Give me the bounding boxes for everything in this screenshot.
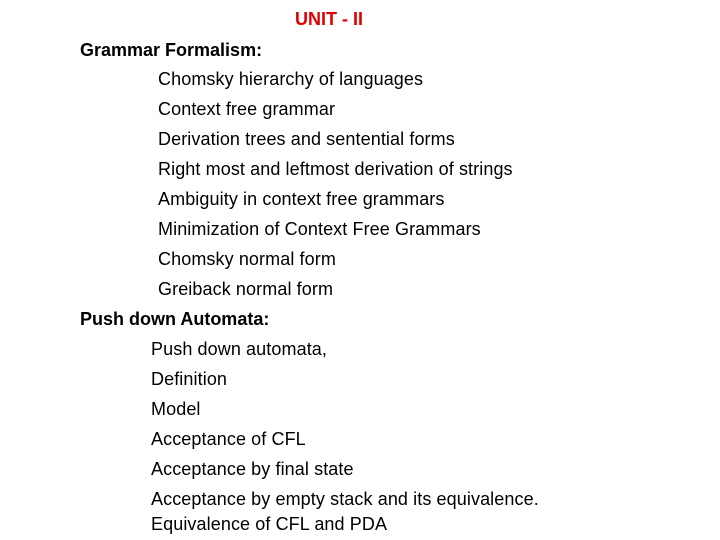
topic-equivalence-cfl-pda: Equivalence of CFL and PDA bbox=[151, 514, 388, 534]
topic-greiback-normal-form: Greiback normal form bbox=[158, 279, 334, 299]
topic-model: Model bbox=[151, 399, 201, 419]
topic-acceptance-empty-stack: Acceptance by empty stack and its equivalence. bbox=[151, 489, 539, 509]
topic-acceptance-final-state: Acceptance by final state bbox=[151, 459, 354, 479]
topic-right-left-derivation: Right most and leftmost derivation of strings bbox=[158, 159, 513, 179]
topic-ambiguity: Ambiguity in context free grammars bbox=[158, 189, 445, 209]
section-heading-push-down-automata: Push down Automata: bbox=[80, 309, 270, 329]
unit-title: UNIT - II bbox=[295, 9, 363, 29]
topic-derivation-trees: Derivation trees and sentential forms bbox=[158, 129, 455, 149]
topic-minimization: Minimization of Context Free Grammars bbox=[158, 219, 481, 239]
topic-context-free-grammar: Context free grammar bbox=[158, 99, 336, 119]
topic-acceptance-of-cfl: Acceptance of CFL bbox=[151, 429, 306, 449]
topic-definition: Definition bbox=[151, 369, 228, 389]
topic-chomsky-hierarchy: Chomsky hierarchy of languages bbox=[158, 69, 424, 89]
section-heading-grammar-formalism: Grammar Formalism: bbox=[80, 40, 263, 60]
topic-chomsky-normal-form: Chomsky normal form bbox=[158, 249, 336, 269]
topic-pda: Push down automata, bbox=[151, 339, 328, 359]
